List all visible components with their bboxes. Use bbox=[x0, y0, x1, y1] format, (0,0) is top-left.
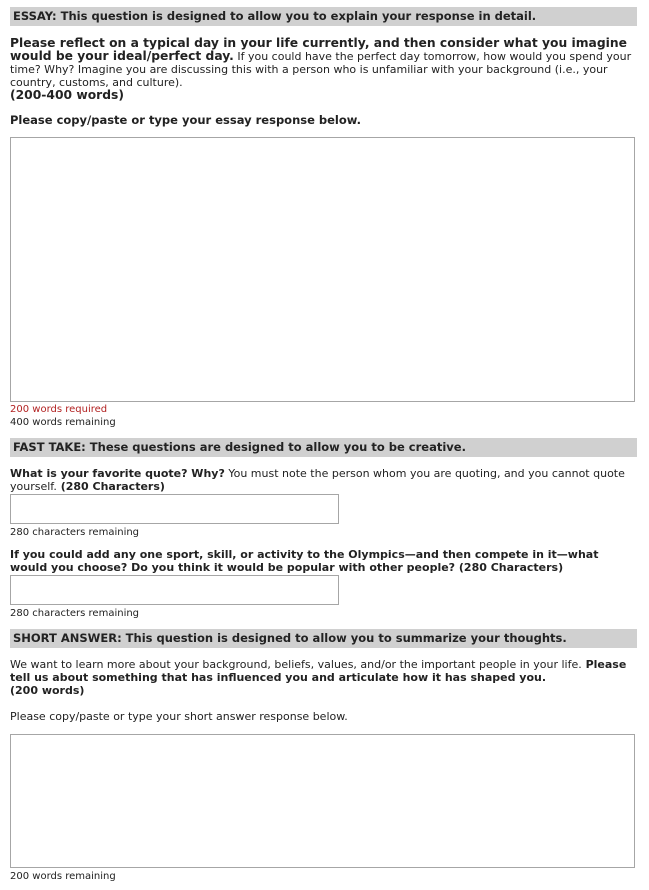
olympics-activity-input[interactable] bbox=[10, 575, 339, 605]
q1-detail: You must note the person whom you are quoting, and you cannot quote yourself. bbox=[10, 467, 625, 493]
fast-take-q1-prompt bbox=[10, 467, 637, 493]
q1-bold: What is your favorite quote? Why? bbox=[10, 467, 225, 480]
essay-prompt-bold: Please reflect on a typical day in your life currently, and then consider what you imagine would be your ideal/perfect day. bbox=[10, 36, 627, 63]
essay-section-header: ESSAY: This question is designed to allow you to explain your response in detail. bbox=[10, 7, 637, 26]
short-answer-prompt-bold: Please tell us about something that has influenced you and articulate how it has shaped you. bbox=[10, 658, 627, 684]
q1-limit: (280 Characters) bbox=[56, 480, 165, 493]
q2-remaining-note: 280 characters remaining bbox=[10, 608, 140, 619]
essay-textarea[interactable] bbox=[10, 137, 635, 402]
essay-prompt bbox=[10, 37, 637, 102]
short-answer-remaining-note: 200 words remaining bbox=[10, 871, 116, 882]
short-answer-section-header: SHORT ANSWER: This question is designed to allow you to summarize your thoughts. bbox=[10, 629, 637, 648]
favorite-quote-input[interactable] bbox=[10, 494, 339, 524]
short-answer-instruction: Please copy/paste or type your short answer response below. bbox=[10, 710, 348, 723]
short-answer-word-range: (200 words) bbox=[10, 684, 85, 697]
short-answer-prompt-detail: We want to learn more about your background, beliefs, values, and/or the important people in your life. bbox=[10, 658, 582, 671]
essay-instruction: Please copy/paste or type your essay response below. bbox=[10, 113, 362, 127]
q1-remaining-note: 280 characters remaining bbox=[10, 527, 140, 538]
fast-take-q2-prompt: If you could add any one sport, skill, or activity to the Olympics—and then compete in it—what would you choose? Do you think it would be popular with other people? (280 Characters) bbox=[10, 548, 599, 574]
fast-take-section-header: FAST TAKE: These questions are designed to allow you to be creative. bbox=[10, 438, 637, 457]
essay-prompt-detail: If you could have the perfect day tomorrow, how would you spend your time? Why? Imagine you are discussing this with a person who is unfamiliar with your background (i.e., your country, customs, and culture). bbox=[10, 50, 632, 89]
essay-word-range: (200-400 words) bbox=[10, 88, 124, 102]
essay-remaining-note: 400 words remaining bbox=[10, 417, 116, 428]
essay-required-note: 200 words required bbox=[10, 404, 108, 415]
short-answer-textarea[interactable] bbox=[10, 734, 635, 868]
short-answer-prompt bbox=[10, 658, 637, 697]
